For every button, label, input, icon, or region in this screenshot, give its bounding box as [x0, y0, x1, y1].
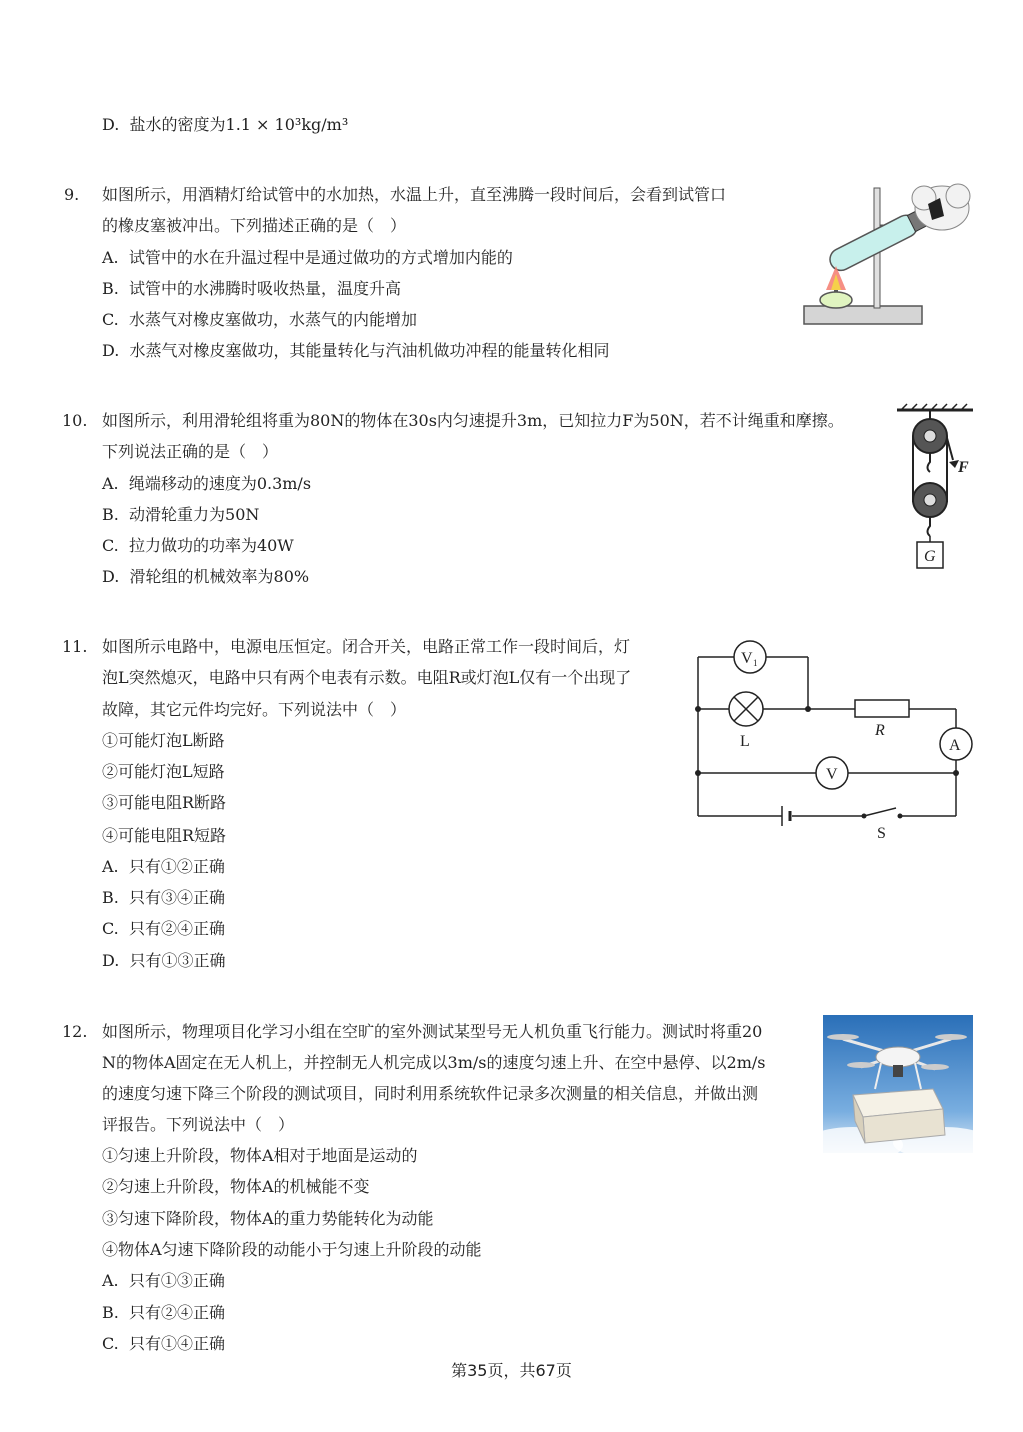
- lamp-label: L: [740, 733, 750, 750]
- ammeter-label: A: [949, 737, 961, 754]
- voltmeter-label: V: [826, 766, 838, 783]
- question-stem: 泡L突然熄灭，电路中只有两个电表有示数。电阻R或灯泡L仅有一个出现了: [102, 668, 632, 687]
- question-stem: 如图所示，利用滑轮组将重为80N的物体在30s内匀速提升3m，已知拉力F为50N，若不计绳重和摩擦。: [102, 411, 844, 430]
- statement: ③匀速下降阶段，物体A的重力势能转化为动能: [102, 1209, 434, 1228]
- option-c: C. 水蒸气对橡皮塞做功，水蒸气的内能增加: [102, 310, 417, 329]
- question-number: 12.: [62, 1022, 88, 1041]
- statement: ④物体A匀速下降阶段的动能小于匀速上升阶段的动能: [102, 1240, 482, 1259]
- option-a: A. 只有①②正确: [102, 857, 225, 876]
- question-number: 9.: [64, 185, 80, 204]
- option-a: A. 只有①③正确: [102, 1271, 225, 1290]
- voltmeter-v1-label: V: [741, 650, 753, 667]
- question-stem: 故障，其它元件均完好。下列说法中（ ）: [102, 700, 407, 719]
- question-stem: 的速度匀速下降三个阶段的测试项目，同时利用系统软件记录多次测量的相关信息，并做出测: [102, 1084, 759, 1103]
- voltmeter-v1-subscript: 1: [753, 658, 758, 668]
- circuit-diagram-figure: [690, 628, 980, 843]
- question-stem: 的橡皮塞被冲出。下列描述正确的是（ ）: [102, 216, 407, 235]
- alcohol-lamp-test-tube-figure: [800, 178, 975, 333]
- option-a: A. 试管中的水在升温过程中是通过做功的方式增加内能的: [102, 248, 513, 267]
- option-b: B. 只有③④正确: [102, 888, 226, 907]
- option-b: B. 只有②④正确: [102, 1303, 226, 1322]
- question-number: 10.: [62, 411, 88, 430]
- prev-option-d: D. 盐水的密度为1.1 × 10³kg/m³: [102, 115, 349, 134]
- drone-photo-figure: [823, 1015, 973, 1153]
- question-stem: 下列说法正确的是（ ）: [102, 442, 279, 461]
- option-d: D. 水蒸气对橡皮塞做功，其能量转化与汽油机做功冲程的能量转化相同: [102, 341, 610, 360]
- statement: ①可能灯泡L断路: [102, 731, 225, 750]
- statement: ③可能电阻R断路: [102, 793, 227, 812]
- option-b: B. 动滑轮重力为50N: [102, 505, 260, 524]
- option-a: A. 绳端移动的速度为0.3m/s: [102, 474, 312, 493]
- option-d: D. 滑轮组的机械效率为80%: [102, 567, 310, 586]
- question-stem: 如图所示电路中，电源电压恒定。闭合开关，电路正常工作一段时间后，灯: [102, 637, 631, 656]
- option-c: C. 拉力做功的功率为40W: [102, 536, 294, 555]
- option-d: D. 只有①③正确: [102, 951, 226, 970]
- statement: ②可能灯泡L短路: [102, 762, 225, 781]
- question-stem: 评报告。下列说法中（ ）: [102, 1115, 295, 1134]
- resistor-label: R: [875, 722, 885, 739]
- page-footer: 第35页，共67页: [451, 1361, 572, 1380]
- option-c: C. 只有②④正确: [102, 919, 225, 938]
- switch-label: S: [877, 825, 886, 842]
- question-stem: N的物体A固定在无人机上，并控制无人机完成以3m/s的速度匀速上升、在空中悬停、以2m/s: [102, 1053, 766, 1072]
- question-stem: 如图所示，物理项目化学习小组在空旷的室外测试某型号无人机负重飞行能力。测试时将重20: [102, 1022, 763, 1041]
- statement: ④可能电阻R短路: [102, 826, 227, 845]
- force-label: F: [958, 459, 969, 476]
- statement: ②匀速上升阶段，物体A的机械能不变: [102, 1177, 370, 1196]
- option-c: C. 只有①④正确: [102, 1334, 225, 1353]
- weight-label: G: [924, 548, 936, 565]
- pulley-system-figure: [893, 402, 983, 574]
- statement: ①匀速上升阶段，物体A相对于地面是运动的: [102, 1146, 418, 1165]
- question-number: 11.: [62, 637, 88, 656]
- option-b: B. 试管中的水沸腾时吸收热量，温度升高: [102, 279, 402, 298]
- question-stem: 如图所示，用酒精灯给试管中的水加热，水温上升，直至沸腾一段时间后，会看到试管口: [102, 185, 727, 204]
